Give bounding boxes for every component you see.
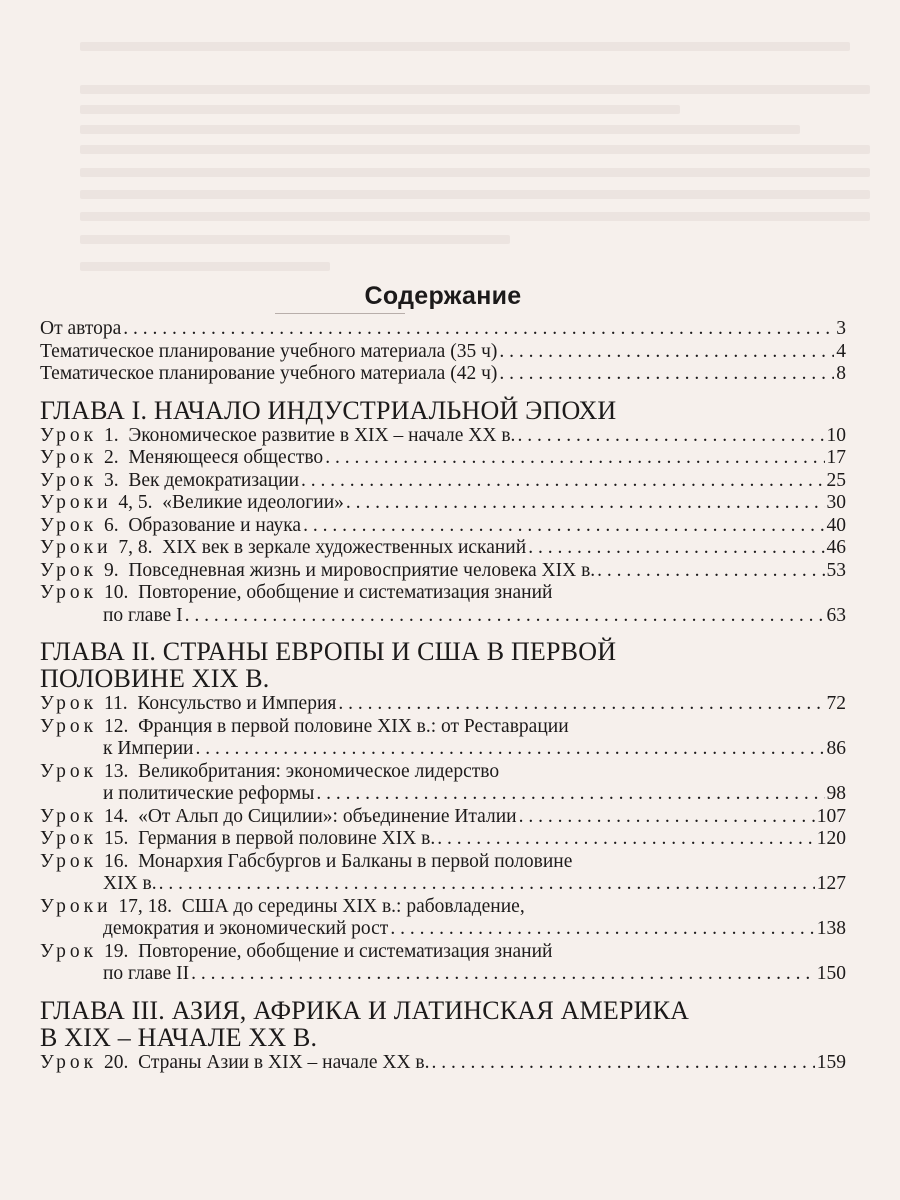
toc-lesson-12[interactable] — [40, 716, 846, 761]
show-through-text-from-previous-page — [0, 0, 900, 300]
dot-leader — [123, 318, 834, 341]
lesson-title: Экономическое развитие в XIX – начале XX в. — [128, 424, 516, 446]
page-number: 10 — [826, 424, 846, 446]
dot-leader — [185, 605, 825, 628]
page-number: 72 — [826, 693, 846, 714]
lesson-label: Уроки — [40, 537, 112, 558]
lesson-label: Урок — [40, 559, 98, 581]
page-number: 120 — [816, 828, 846, 849]
lesson-number: 19. — [103, 940, 129, 962]
toc-entry-from-author[interactable] — [40, 318, 846, 341]
lesson-number: 1. — [103, 424, 119, 446]
dot-leader — [325, 447, 824, 470]
chapter-title-line: В XIX – НАЧАЛЕ XX В. — [40, 1022, 318, 1052]
lesson-number: 4, 5. — [118, 492, 153, 513]
lesson-title: Консульство и Империя — [137, 693, 337, 714]
dot-leader — [432, 1052, 815, 1075]
lesson-number: 14. — [103, 805, 129, 827]
toc-lesson-15[interactable] — [40, 828, 846, 851]
lesson-number: 10. — [103, 582, 129, 603]
entry-title: Тематическое планирование учебного материала (35 ч) — [40, 340, 498, 362]
lesson-label: Урок — [40, 805, 98, 827]
lesson-number: 12. — [103, 715, 129, 737]
lesson-title: Образование и наука — [128, 514, 302, 536]
lesson-label: Урок — [40, 693, 98, 714]
dot-leader — [316, 783, 824, 806]
dot-leader — [346, 492, 825, 515]
page-number: 127 — [816, 873, 846, 894]
page-number: 40 — [826, 514, 846, 536]
toc-entry-planning-35[interactable] — [40, 341, 846, 364]
lesson-number: 11. — [103, 693, 128, 714]
page-number: 4 — [836, 340, 846, 362]
toc-lesson-13[interactable] — [40, 761, 846, 806]
lesson-title-continuation: по главе I — [103, 604, 183, 626]
lesson-number: 17, 18. — [118, 895, 173, 917]
lesson-title: Повторение, обобщение и систематизация знаний — [138, 582, 553, 603]
toc-lesson-16[interactable] — [40, 851, 846, 896]
page-number: 107 — [816, 805, 846, 827]
lesson-title: Повседневная жизнь и мировосприятие человека XIX в. — [128, 559, 596, 581]
dot-leader — [159, 873, 815, 896]
dot-leader — [597, 560, 824, 583]
lesson-label: Урок — [40, 514, 98, 536]
dot-leader — [195, 738, 824, 761]
lesson-label: Урок — [40, 940, 98, 962]
toc-entry-planning-42[interactable] — [40, 363, 846, 386]
toc-lesson-11[interactable] — [40, 693, 846, 716]
lesson-title: Меняющееся общество — [128, 447, 324, 468]
dot-leader — [517, 425, 824, 448]
page-number: 86 — [826, 738, 846, 759]
lesson-title-continuation: XIX в. — [103, 873, 157, 894]
dot-leader — [499, 363, 834, 386]
chapter-title-line: ГЛАВА III. АЗИЯ, АФРИКА И ЛАТИНСКАЯ АМЕРИКА — [40, 995, 690, 1025]
lesson-number: 20. — [103, 1051, 129, 1073]
page-number: 3 — [836, 318, 846, 339]
lesson-label: Урок — [40, 850, 98, 872]
lesson-label: Урок — [40, 424, 98, 446]
lesson-title: Страны Азии в XIX – начале XX в. — [138, 1051, 430, 1073]
toc-lessons-17-18[interactable] — [40, 896, 846, 941]
dot-leader — [303, 515, 824, 538]
lesson-label: Урок — [40, 469, 98, 491]
lesson-title: Франция в первой половине XIX в.: от Реставрации — [138, 715, 569, 737]
toc-lesson-14[interactable] — [40, 806, 846, 829]
dot-leader — [528, 537, 824, 560]
lesson-title: Повторение, обобщение и систематизация знаний — [138, 940, 553, 962]
page-number: 25 — [826, 469, 846, 491]
chapter-2-heading[interactable] — [40, 638, 846, 692]
page-number: 159 — [816, 1051, 846, 1073]
dot-leader — [437, 828, 815, 851]
dot-leader — [519, 806, 815, 829]
lesson-title: Монархия Габсбургов и Балканы в первой половине — [138, 850, 573, 872]
dot-leader — [390, 918, 814, 941]
toc-lesson-10[interactable] — [40, 582, 846, 627]
lesson-title: Великобритания: экономическое лидерство — [138, 760, 500, 782]
chapter-title-line: ГЛАВА II. СТРАНЫ ЕВРОПЫ И США В ПЕРВОЙ — [40, 637, 617, 666]
lesson-number: 6. — [103, 514, 119, 536]
lesson-title-continuation: к Империи — [103, 738, 194, 759]
dot-leader — [301, 470, 824, 493]
page-number: 138 — [816, 918, 846, 939]
toc-lesson-2[interactable] — [40, 447, 846, 470]
chapter-1-heading[interactable]: ГЛАВА I. НАЧАЛО ИНДУСТРИАЛЬНОЙ ЭПОХИ — [40, 395, 617, 425]
toc-lesson-6[interactable] — [40, 515, 846, 538]
lesson-number: 3. — [103, 469, 119, 491]
lesson-number: 16. — [103, 850, 129, 872]
lesson-label: Урок — [40, 715, 98, 737]
dot-leader — [499, 341, 834, 364]
page-number: 63 — [826, 604, 846, 626]
toc-lesson-19[interactable] — [40, 941, 846, 986]
lesson-number: 9. — [103, 559, 119, 581]
title-divider — [275, 313, 405, 314]
chapter-title-line: ПОЛОВИНЕ XIX В. — [40, 664, 270, 693]
lesson-label: Урок — [40, 582, 98, 603]
lesson-title-continuation: демократия и экономический рост — [103, 918, 389, 939]
lesson-label: Урок — [40, 828, 98, 849]
lesson-number: 13. — [103, 760, 129, 782]
chapter-3-heading[interactable] — [40, 997, 846, 1051]
lesson-number: 2. — [103, 447, 119, 468]
lesson-title: «Великие идеологии» — [162, 492, 344, 513]
page-number: 30 — [826, 492, 846, 513]
page-title: Содержание — [364, 282, 522, 310]
lesson-number: 7, 8. — [118, 537, 153, 558]
table-of-contents — [40, 282, 846, 1074]
dot-leader — [338, 693, 824, 716]
lesson-label: Уроки — [40, 492, 112, 513]
page-number: 8 — [836, 363, 846, 384]
lesson-label: Уроки — [40, 895, 112, 917]
lesson-number: 15. — [103, 828, 129, 849]
dot-leader — [191, 963, 815, 986]
lesson-label: Урок — [40, 447, 98, 468]
lesson-title: США до середины XIX в.: рабовладение, — [181, 895, 525, 917]
entry-title: Тематическое планирование учебного материала (42 ч) — [40, 363, 498, 384]
page-number: 46 — [826, 537, 846, 558]
lesson-title-continuation: и политические реформы — [103, 783, 315, 804]
lesson-title: XIX век в зеркале художественных исканий — [162, 537, 527, 558]
toc-lessons-4-5[interactable] — [40, 492, 846, 515]
page-number: 17 — [826, 447, 846, 468]
lesson-label: Урок — [40, 1051, 98, 1073]
toc-lesson-9[interactable] — [40, 560, 846, 583]
lesson-title: «От Альп до Сицилии»: объединение Италии — [138, 805, 517, 827]
toc-lesson-20[interactable] — [40, 1052, 846, 1075]
lesson-title: Германия в первой половине XIX в. — [138, 828, 436, 849]
page-number: 150 — [816, 963, 846, 984]
page-number: 98 — [826, 783, 846, 804]
toc-lessons-7-8[interactable] — [40, 537, 846, 560]
toc-lesson-3[interactable] — [40, 470, 846, 493]
page-number: 53 — [826, 559, 846, 581]
lesson-label: Урок — [40, 760, 98, 782]
toc-lesson-1[interactable] — [40, 425, 846, 448]
lesson-title: Век демократизации — [128, 469, 300, 491]
entry-title: От автора — [40, 318, 122, 339]
lesson-title-continuation: по главе II — [103, 963, 190, 984]
